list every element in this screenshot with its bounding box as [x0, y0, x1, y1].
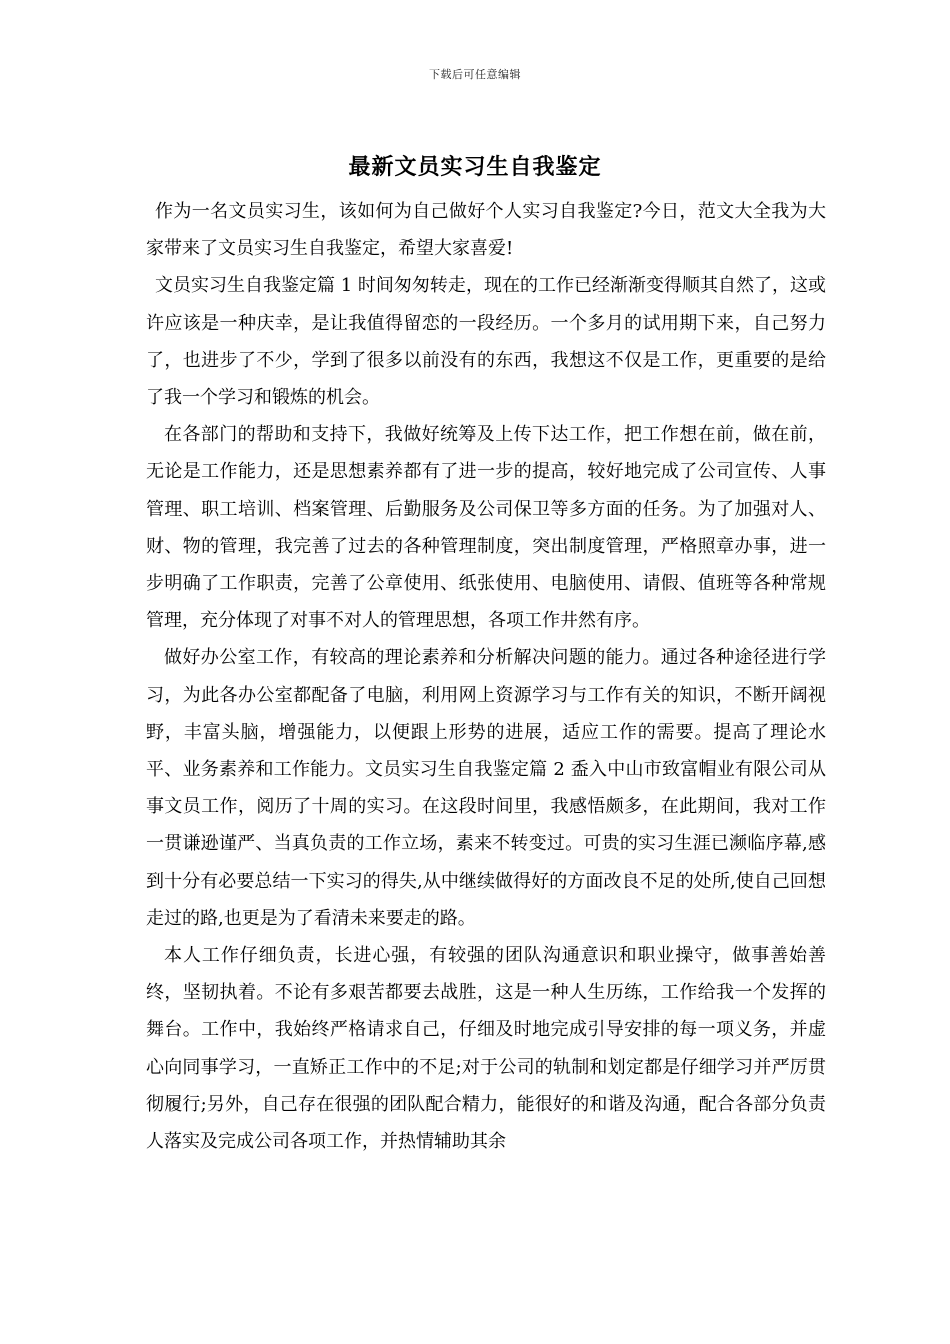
paragraph-intro: 作为一名文员实习生，该如何为自己做好个人实习自我鉴定?今日，范文大全我为大家带来了文员实习生自我鉴定，希望大家喜爱!	[146, 201, 826, 260]
paragraph-2: 在各部门的帮助和支持下，我做好统筹及上传下达工作，把工作想在前，做在前，无论是工作能力，还是思想素养都有了进一步的提高，较好地完成了公司宣传、人事管理、职工培训、档案管理、后勤服务及公司保卫等多方面的任务。为了加强对人、财、物的管理，我完善了过去的各种管理制度，突出制度管理，严格照章办事，进一步明确了工作职责，完善了公章使用、纸张使用、电脑使用、请假、值班等各种常规管理，充分体现了对事不对人的管理思想，各项工作井然有序。	[146, 424, 826, 632]
header-note: 下载后可任意编辑	[429, 68, 521, 81]
paragraph-4: 本人工作仔细负责，长进心强，有较强的团队沟通意识和职业操守，做事善始善终，坚韧执着。不论有多艰苦都要去战胜，这是一种人生历练，工作给我一个发挥的舞台。工作中，我始终严格请求自己，仔细及时地完成引导安排的每一项义务，并虚心向同事学习，一直矫正工作中的不足;对于公司的轨制和划定都是仔细学习并严厉贯彻履行;另外，自己存在很强的团队配合精力，能很好的和谐及沟通，配合各部分负责人落实及完成公司各项工作，并热情辅助其余	[146, 945, 826, 1153]
document-title: 最新文员实习生自我鉴定	[348, 154, 602, 180]
paragraph-1: 文员实习生自我鉴定篇 1 时间匆匆转走，现在的工作已经渐渐变得顺其自然了，这或许应该是一种庆幸，是让我值得留恋的一段经历。一个多月的试用期下来，自己努力了，也进步了不少，学到了很多以前没有的东西，我想这不仅是工作，更重要的是给了我一个学习和锻炼的机会。	[146, 275, 826, 409]
document-body	[146, 193, 826, 1160]
paragraph-3: 做好办公室工作，有较高的理论素养和分析解决问题的能力。通过各种途径进行学习，为此各办公室都配备了电脑，利用网上资源学习与工作有关的知识，不断开阔视野，丰富头脑，增强能力，以便跟上形势的进展，适应工作的需要。提高了理论水平、业务素养和工作能力。文员实习生自我鉴定篇 2 盉入中山市致富帽业有限公司从事文员工作，阅历了十周的实习。在这段时间里，我感悟颇多，在此期间，我对工作一贯谦逊谨严、当真负责的工作立场，素来不转变过。可贵的实习生涯已濒临序幕,感到十分有必要总结一下实习的得失,从中继续做得好的方面改良不足的处所,使自己回想走过的路,也更是为了看清未来要走的路。	[146, 647, 826, 929]
